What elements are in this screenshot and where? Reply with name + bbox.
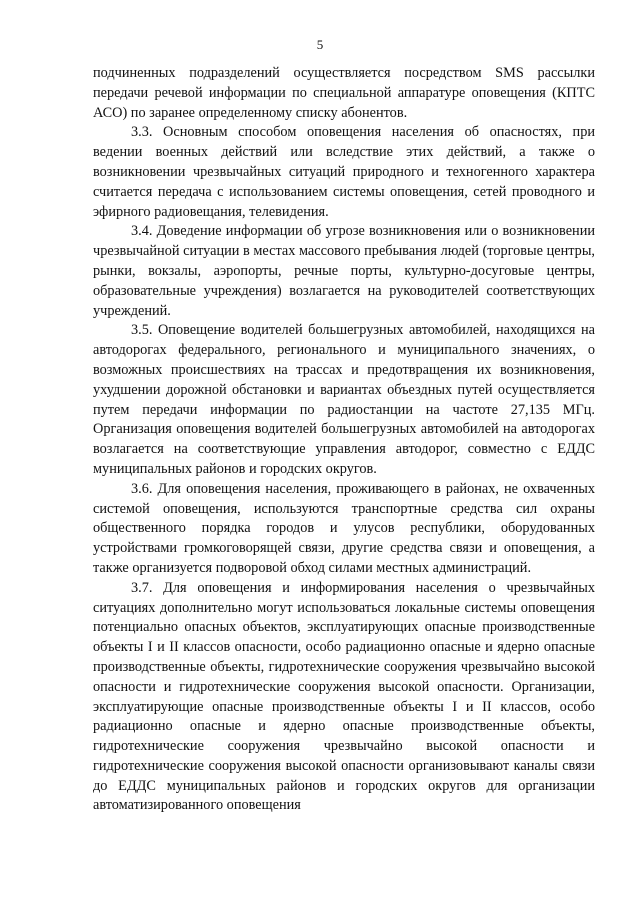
paragraph-continued: подчиненных подразделений осуществляется посредством SMS рассылки передачи речевой информации по специальной аппаратуре оповещения (КПТС АСО) по заранее определенному списку абонентов.	[93, 65, 595, 121]
paragraph-3-7: 3.7. Для оповещения и информирования населения о чрезвычайных ситуациях дополнительно могут использоваться локальные системы оповещения потенциально опасных объектов, эксплуатирующих опасные производственные объекты I и II классов опасности, особо радиационно опасные и ядерно опасные производственные объекты, гидротехнические сооружения чрезвычайно высокой опасности и гидротехнические сооружения высокой опасности. Организации, эксплуатирующие опасные производственные объекты I и II классов, особо радиационно опасные и ядерно опасные производственные объекты, гидротехнические сооружения чрезвычайно высокой опасности и гидротехнические сооружения высокой опасности организовывают каналы связи до ЕДДС муниципальных районов и городских округов для организации автоматизированного оповещения	[93, 579, 595, 814]
document-body	[93, 64, 595, 816]
paragraph-3-3: 3.3. Основным способом оповещения населения об опасностях, при ведении военных действий или вследствие этих действий, а также о возникновении чрезвычайных ситуаций природного и техногенного характера считается передача с использованием системы оповещения, сетей проводного и эфирного радиовещания, телевидения.	[93, 124, 595, 220]
paragraph-3-5: 3.5. Оповещение водителей большегрузных автомобилей, находящихся на автодорогах федерального, регионального и муниципального значениях, о возможных происшествиях на трассах и предотвращения их возникновения, ухудшении дорожной обстановки и вариантах объездных путей осуществляется путем передачи информации по радиостанции на частоте 27,135 МГц. Организация оповещения водителей большегрузных автомобилей на автодорогах возлагается на соответствующие управления автодорог, совместно с ЕДДС муниципальных районов и городских округов.	[93, 322, 595, 477]
paragraph-3-6: 3.6. Для оповещения населения, проживающего в районах, не охваченных системой оповещения, используются транспортные средства сил охраны общественного порядка городов и улусов республики, оборудованных устройствами громкоговорящей связи, другие средства связи и оповещения, а также организуется подворовой обход силами местных администраций.	[93, 480, 595, 576]
page-number: 5	[316, 37, 324, 52]
paragraph-3-4: 3.4. Доведение информации об угрозе возникновения или о возникновении чрезвычайной ситуации в местах массового пребывания людей (торговые центры, рынки, вокзалы, аэропорты, речные порты, культурно-досуговые центры, образовательные учреждения) возлагается на руководителей соответствующих учреждений.	[93, 223, 595, 319]
